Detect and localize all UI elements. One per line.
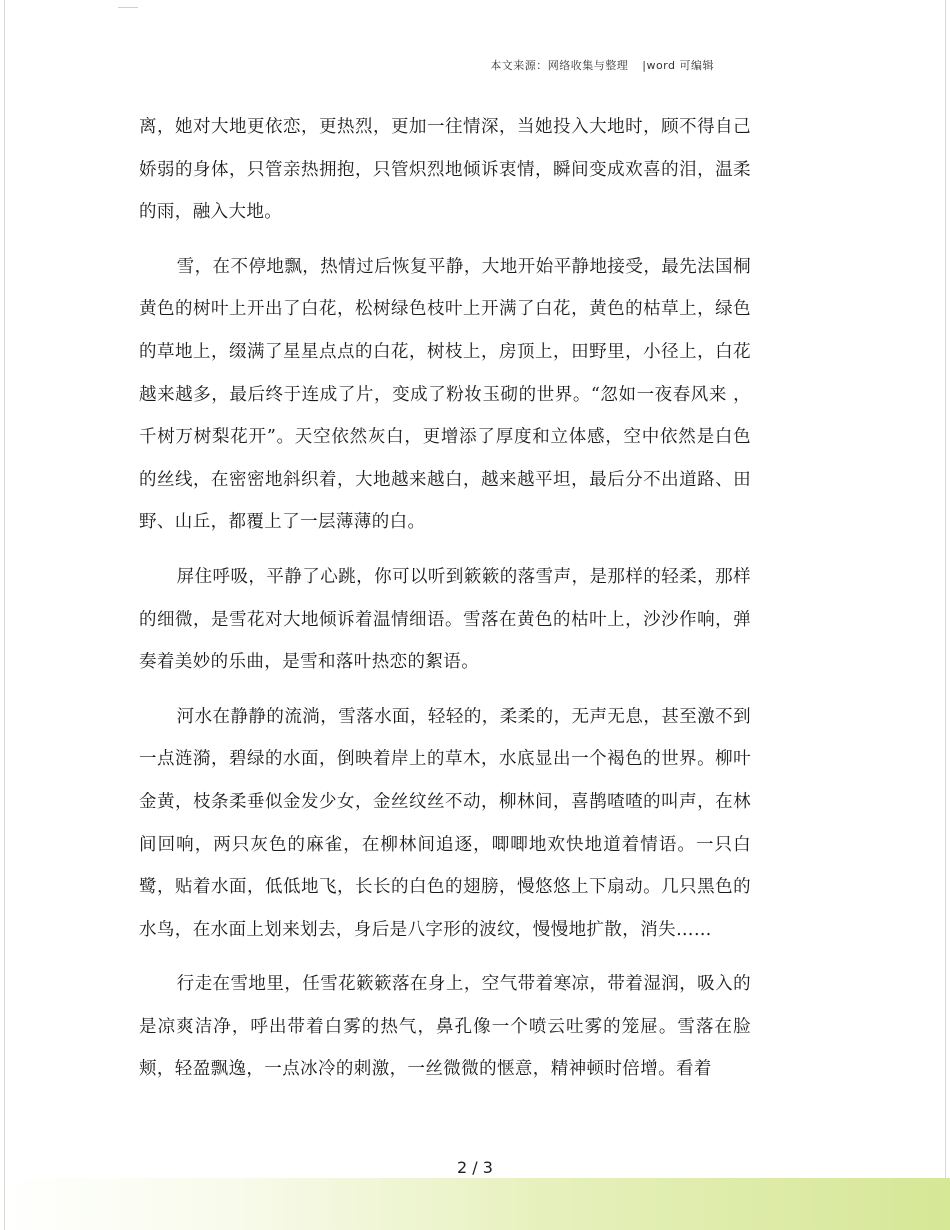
page-border-left	[4, 0, 5, 1230]
page-number: 2 / 3	[457, 1158, 493, 1177]
footer-decoration-band	[0, 1178, 950, 1230]
header-source-label: 本文来源：网络收集与整理	[490, 59, 629, 72]
paragraph-2: 雪，在不停地飘，热情过后恢复平静，大地开始平静地接受，最先法国桐黄色的树叶上开出了白花，松树绿色枝叶上开满了白花，黄色的枯草上，绿色的草地上，缀满了星星点点的白花，树枝上，房顶上，田野里，小径上，白花越来越多，最后终于连成了片，变成了粉妆玉砌的世界。“忽如一夜春风来 ，千树万树梨花开”。天空依然灰白，更增添了厚度和立体感，空中依然是白色的丝线，在密密地斜织着，大地越来越白，越来越平坦，最后分不出道路、田野、山丘，都覆上了一层薄薄的白。	[139, 256, 751, 533]
paragraph-4: 河水在静静的流淌，雪落水面，轻轻的，柔柔的，无声无息，甚至激不到一点涟漪，碧绿的水面，倒映着岸上的草木，水底显出一个褐色的世界。柳叶金黄，枝条柔垂似金发少女，金丝纹丝不动，柳林间，喜鹊喳喳的叫声，在林间回响，两只灰色的麻雀，在柳林间追逐，唧唧地欢快地道着情语。一只白鹭，贴着水面，低低地飞，长长的白色的翅膀，慢悠悠上下扇动。几只黑色的水鸟，在水面上划来划去，身后是八字形的波纹，慢慢地扩散，消失……	[139, 706, 751, 940]
header-edit-label: |word 可编辑	[642, 59, 714, 72]
page-border-right	[945, 0, 946, 1230]
page-corner-mark	[118, 7, 138, 8]
paragraph-3: 屏住呼吸，平静了心跳，你可以听到簌簌的落雪声，是那样的轻柔，那样的细微，是雪花对大地倾诉着温情细语。雪落在黄色的枯叶上，沙沙作响，弹奏着美妙的乐曲，是雪和落叶热恋的絮语。	[139, 566, 751, 673]
document-body	[139, 106, 751, 1103]
paragraph-5: 行走在雪地里，任雪花簌簌落在身上，空气带着寒凉，带着湿润，吸入的是凉爽洁净，呼出带着白雾的热气，鼻孔像一个喷云吐雾的笼屉。雪落在脸颊，轻盈飘逸，一点冰冷的刺激，一丝微微的惬意，精神顿时倍增。看着	[139, 974, 751, 1080]
paragraph-1: 离，她对大地更依恋，更热烈，更加一往情深，当她投入大地时，顾不得自己娇弱的身体，只管亲热拥抱，只管炽烈地倾诉衷情，瞬间变成欢喜的泪，温柔的雨，融入大地。	[139, 117, 751, 223]
page-header	[490, 57, 714, 73]
